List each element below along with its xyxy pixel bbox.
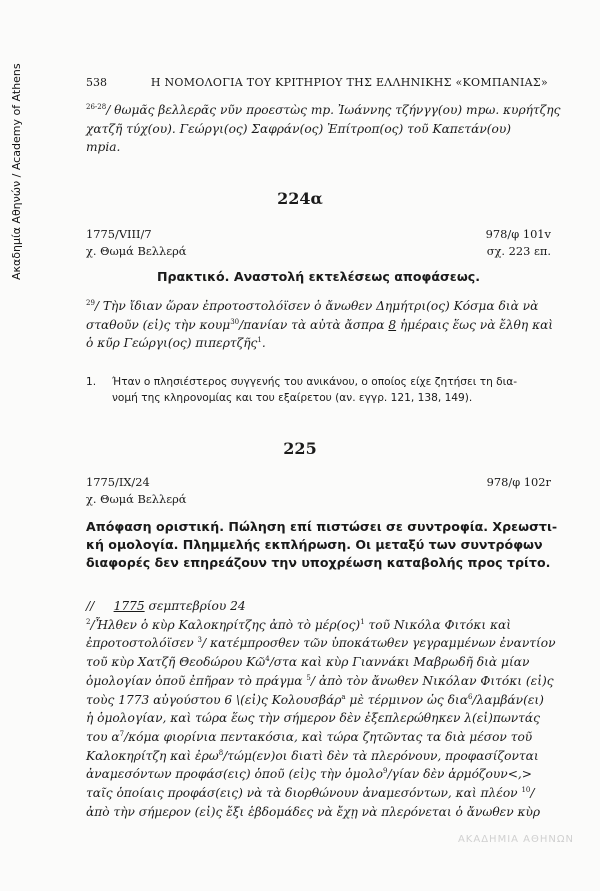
doc-reference: 978/φ 101v bbox=[485, 227, 551, 241]
line-ref: 10 bbox=[521, 785, 531, 794]
underlined-year: 1775 bbox=[113, 599, 145, 613]
footnote-line: νομή της κληρονομίας και του εξαίρετου (αν. εγγρ. 121, 138, 149). bbox=[112, 392, 473, 404]
side-stamp: Ακαδημία Αθηνών / Academy of Athens bbox=[10, 63, 23, 280]
text-segment: /πανίαν τὰ αὐτὰ ἄσπρα bbox=[239, 317, 389, 332]
doc-place: χ. Θωμά Βελλερά bbox=[86, 244, 187, 258]
footnote-number: 1. bbox=[86, 376, 97, 388]
line-ref: 8 bbox=[218, 748, 224, 757]
text-segment: μὲ τέρμινον ὡς δια bbox=[345, 692, 468, 707]
text-segment: // bbox=[86, 599, 95, 613]
text-segment: / κατέμπροσθεν τῶν ὑποκάτωθεν γεγραμμένων ἐναντίον bbox=[201, 636, 556, 651]
document-meta bbox=[86, 226, 551, 260]
line-ref: 26-28 bbox=[86, 102, 107, 111]
text-segment: ὁμολογίαν ὁποῦ ἐπῆραν τὸ πράγμα bbox=[86, 673, 307, 688]
heading-line: Απόφαση οριστική. Πώληση επί πιστώσει σε συντροφία. Χρεωστι- bbox=[86, 519, 558, 534]
line-ref: 7 bbox=[119, 729, 125, 738]
footnote bbox=[86, 374, 551, 408]
text-segment: /Ἦλθεν ὁ κὺρ Καλοκηρίτζης ἀπὸ τὸ μέρ(ος) bbox=[90, 617, 361, 632]
text-segment: / ἀπὸ τὸν ἄνωθεν Νικόλαν Φιτόκι (εἰ)ς bbox=[310, 673, 554, 688]
footnote-marker: 1 bbox=[360, 617, 365, 626]
footnote-marker: 1 bbox=[257, 335, 262, 344]
text-line: / θωμᾶς βελλερᾶς νῦν προεστὼς mp. Ἰωάννης τζήνγγ(ου) mpω. κυρήτζης bbox=[106, 103, 561, 117]
document-body bbox=[86, 297, 554, 353]
text-segment: σταθοῦν (εἰ)ς τὴν κουμ bbox=[86, 317, 231, 332]
doc-place: χ. Θωμά Βελλερά bbox=[86, 492, 187, 506]
text-segment: σεμπτεβρίου 24 bbox=[144, 599, 246, 613]
document-number: 225 bbox=[283, 439, 317, 458]
line-ref: 4 bbox=[265, 655, 270, 664]
watermark: ΑΚΑΔΗΜΙΑ ΑΘΗΝΩΝ bbox=[457, 834, 574, 845]
text-line: / Τὴν ἴδιαν ὥραν ἐπροτοστολόϊσεν ὁ ἄνωθεν Δημήτρι(ος) Κόσμα διὰ νὰ bbox=[94, 299, 539, 313]
text-segment: /γίαν δὲν ἁρμόζουν<,> bbox=[387, 767, 532, 782]
document-body bbox=[86, 597, 556, 821]
text-line: ἀπὸ τὴν σήμερον (εἰ)ς ἔξι ἑβδομάδες νὰ ἔχῃ νὰ πλερόνεται ὁ ἄνωθεν κὺρ bbox=[86, 804, 541, 819]
text-line: ἡ ὁμολογίαν, καὶ τώρα ἕως τὴν σήμερον δὲν ἐξεπλερώθηκεν λ(εἰ)πωντάς bbox=[86, 711, 540, 726]
footnote-line: Ήταν ο πλησιέστερος συγγενής του ανικάνου, ο οποίος είχε ζητήσει τη δια- bbox=[112, 376, 518, 388]
document-heading: Πρακτικό. Αναστολή εκτελέσεως αποφάσεως. bbox=[156, 269, 481, 284]
line-ref: 30 bbox=[230, 317, 240, 326]
text-line: χατζῆ τύχ(ου). Γεώργι(ος) Σαφράν(ος) Ἐπίτροπ(ος) τοῦ Καπετάν(ου) bbox=[86, 121, 511, 136]
text-segment: του α bbox=[86, 729, 120, 744]
text-segment: ἀναμεσόντων προφάσ(εις) ὁποῦ (εἰ)ς τὴν ὁμολο bbox=[86, 767, 383, 782]
text-segment: ἐπροτοστολόϊσεν bbox=[86, 636, 198, 651]
heading-line: διαφορές δεν επηρεάζουν την υποχρέωση καταβολής προς τρίτο. bbox=[86, 555, 551, 570]
running-title: Η ΝΟΜΟΛΟΓΙΑ ΤΟΥ ΚΡΙΤΗΡΙΟΥ ΤΗΣ ΕΛΛΗΝΙΚΗΣ «ΚΟΜΠΑΝΙΑΣ» bbox=[150, 76, 548, 89]
line-ref: 9 bbox=[382, 767, 388, 776]
text-segment: . bbox=[261, 336, 266, 350]
line-ref: 29 bbox=[86, 298, 95, 307]
text-segment: / bbox=[530, 786, 535, 801]
line-ref: 3 bbox=[197, 636, 202, 645]
text-segment: /στα καὶ κὺρ Γιαννάκι Μαβρωδῆ διὰ μίαν bbox=[269, 655, 530, 670]
page-number: 538 bbox=[86, 76, 107, 89]
heading-line: κή ομολογία. Πλημμελής εκπλήρωση. Οι μεταξύ των συντρόφων bbox=[86, 537, 543, 552]
footnote-text bbox=[112, 374, 551, 406]
text-segment: /κόμα φιορίνια πεντακόσια, καὶ τώρα ζητῶντας τα διὰ μέσον τοῦ bbox=[124, 729, 533, 744]
text-segment: ἡμέραις ἕως νὰ ἔλθη καὶ bbox=[396, 317, 554, 332]
text-line: mpia. bbox=[86, 140, 121, 154]
line-ref: 5 bbox=[306, 673, 311, 682]
document-heading bbox=[86, 518, 558, 572]
doc-date: 1775/VIII/7 bbox=[86, 227, 152, 241]
text-segment: τοῦ Νικόλα Φιτόκι καὶ bbox=[364, 617, 511, 632]
text-segment: ὁ κῦρ Γεώργι(ος) πιπερτζῆς bbox=[86, 336, 258, 350]
line-ref: 2 bbox=[86, 617, 91, 626]
text-segment: /τώμ(εν)οι διατὶ δὲν τὰ πλερόνουν, προφασίζονται bbox=[223, 748, 539, 763]
text-segment: Καλοκηρίτζη καὶ ἐρω bbox=[86, 748, 219, 763]
doc-page-ref: σχ. 223 επ. bbox=[486, 244, 551, 258]
line-ref: 6 bbox=[467, 692, 473, 701]
text-segment: τοῦ κὺρ Χατζῆ Θεοδώρου Κῶ bbox=[86, 655, 266, 670]
text-segment: τοὺς 1773 αὐγούστου 6 \(εἰ)ς Κολουσβάρ bbox=[86, 692, 342, 707]
continued-text bbox=[86, 101, 561, 157]
doc-reference: 978/φ 102r bbox=[486, 475, 551, 489]
document-meta bbox=[86, 474, 551, 508]
text-segment: ταῖς ὁποίαις προφάσ(εις) νὰ τὰ διορθώνουν ἀναμεσόντων, καὶ πλέον bbox=[86, 786, 522, 801]
text-segment: /λαμβάν(ει) bbox=[472, 692, 544, 707]
document-number: 224α bbox=[277, 189, 323, 208]
underlined-number: 8 bbox=[388, 317, 397, 332]
doc-date: 1775/IX/24 bbox=[86, 475, 150, 489]
footnote-marker: a bbox=[341, 692, 346, 701]
